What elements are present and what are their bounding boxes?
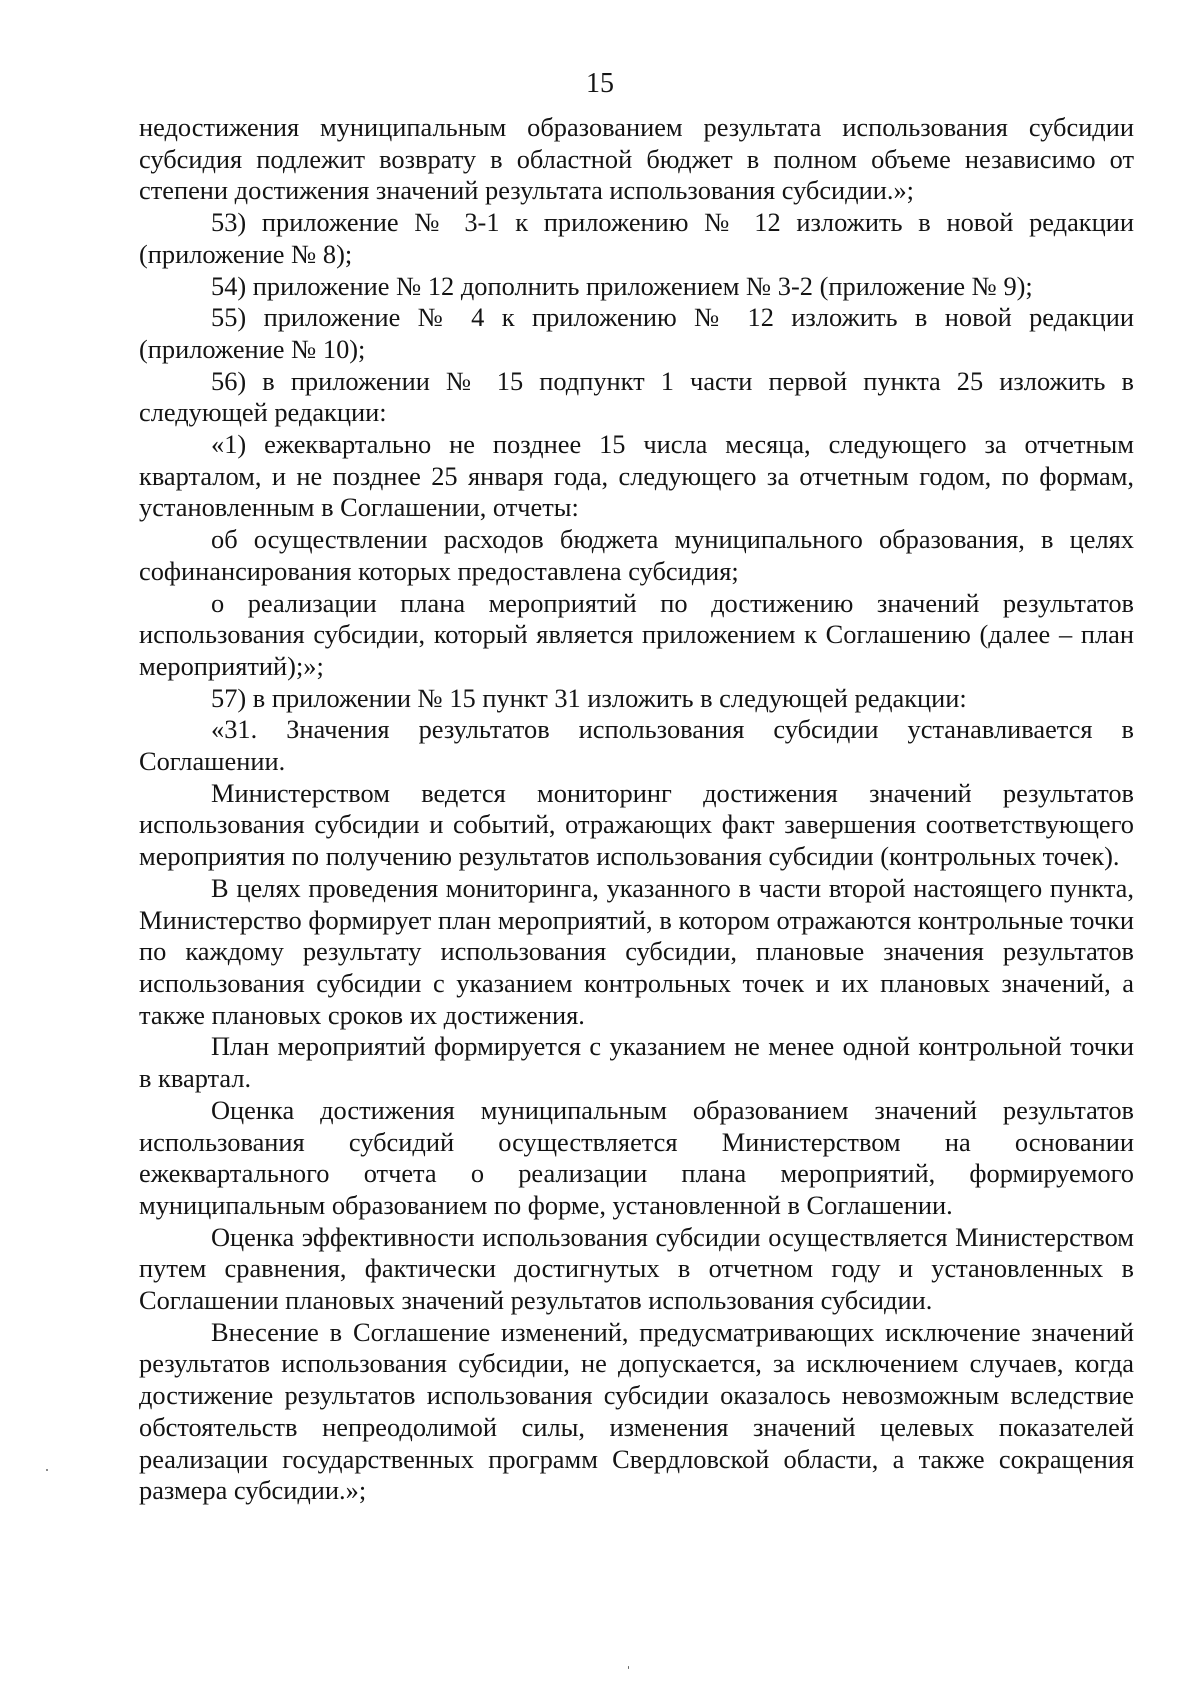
paragraph: 56) в приложении № 15 подпункт 1 части первой пункта 25 изложить в следующей редакции:	[139, 365, 1134, 428]
paragraph: В целях проведения мониторинга, указанного в части второй настоящего пункта, Министерство формирует план мероприятий, в котором отражаются контрольные точки по каждому результату использования субсидии, плановые значения результатов использования субсидии с указанием контрольных точек и их плановых значений, а также плановых сроков их достижения.	[139, 872, 1134, 1030]
paragraph: о реализации плана мероприятий по достижению значений результатов использования субсидии, который является приложением к Соглашению (далее – план мероприятий);»;	[139, 587, 1134, 681]
paragraph: 54) приложение № 12 дополнить приложением № 3-2 (приложение № 9);	[211, 270, 1033, 301]
scan-speck	[628, 1666, 629, 1669]
paragraph: «31. Значения результатов использования субсидии устанавливается в Соглашении.	[139, 714, 1134, 777]
paragraph: об осуществлении расходов бюджета муниципального образования, в целях софинансирования которых предоставлена субсидия;	[139, 524, 1134, 586]
paragraph: 55) приложение № 4 к приложению № 12 изложить в новой редакции (приложение № 10);	[139, 302, 1134, 364]
paragraph: 57) в приложении № 15 пункт 31 изложить в следующей редакции:	[211, 682, 967, 713]
paragraph: 53) приложение № 3-1 к приложению № 12 изложить в новой редакции (приложение № 8);	[139, 207, 1134, 269]
paragraph: недостижения муниципальным образованием результата использования субсидии субсидия подлежит возврату в областной бюджет в полном объеме независимо от степени достижения значений результата использования субсидии.»;	[139, 112, 1134, 206]
document-body	[139, 112, 1134, 1507]
paragraph: «1) ежеквартально не позднее 15 числа месяца, следующего за отчетным кварталом, и не позднее 25 января года, следующего за отчетным годом, по формам, установленным в Соглашении, отчеты:	[139, 429, 1134, 523]
paragraph: Внесение в Соглашение изменений, предусматривающих исключение значений результатов использования субсидии, не допускается, за исключением случаев, когда достижение результатов использования субсидии оказалось невозможным вследствие обстоятельств непреодолимой силы, изменения значений целевых показателей реализации государственных программ Свердловской области, а также сокращения размера субсидии.»;	[139, 1316, 1134, 1506]
scan-speck	[46, 1469, 48, 1471]
paragraph: Министерством ведется мониторинг достижения значений результатов использования субсидии и событий, отражающих факт завершения соответствующего мероприятия по получению результатов использования субсидии (контрольных точек).	[139, 777, 1134, 872]
paragraph: План мероприятий формируется с указанием не менее одной контрольной точки в квартал.	[139, 1031, 1134, 1094]
page-number: 15	[586, 68, 614, 99]
paragraph: Оценка достижения муниципальным образованием значений результатов использования субсидий осуществляется Министерством на основании ежеквартального отчета о реализации плана мероприятий, формируемого муниципальным образованием по форме, установленной в Соглашении.	[139, 1094, 1134, 1220]
paragraph: Оценка эффективности использования субсидии осуществляется Министерством путем сравнения, фактически достигнутых в отчетном году и установленных в Соглашении плановых значений результатов использования субсидии.	[139, 1221, 1134, 1316]
